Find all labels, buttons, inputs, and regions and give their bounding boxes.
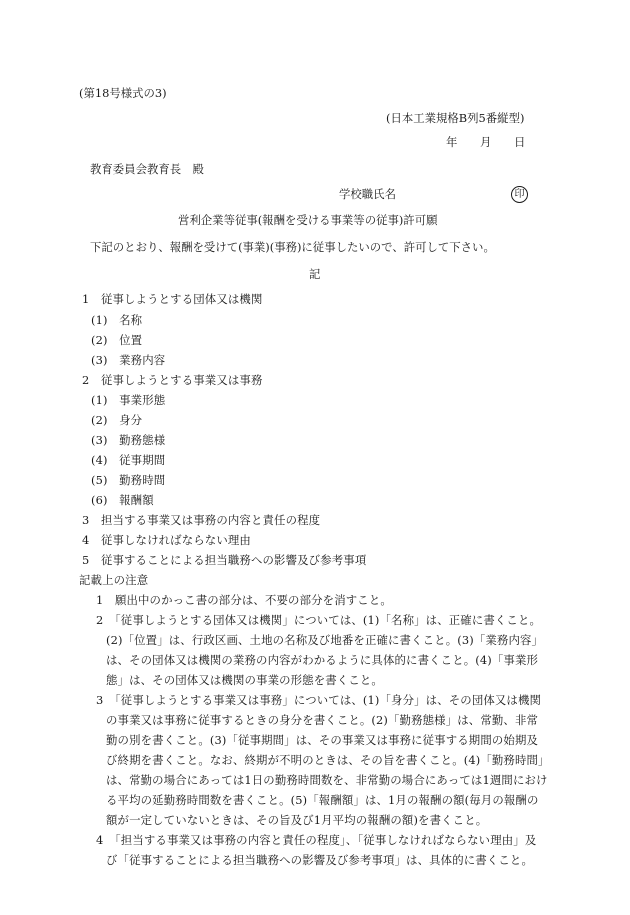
section-3: 3 担当する事業又は事務の内容と責任の程度 <box>82 513 321 527</box>
note-line: (2)「位置」は、行政区画、土地の名称及び地番を正確に書くこと。(3)「業務内容」 <box>106 633 544 647</box>
note-line: は、常勤の場合にあっては1日の勤務時間数を、非常勤の場合にあっては1週間におけ <box>106 773 548 787</box>
date-month: 月 <box>480 135 492 149</box>
section-1-2: (2) 位置 <box>91 333 143 347</box>
note-line: 4 「担当する事業又は事務の内容と責任の程度」、「従事しなければならない理由」及 <box>96 833 537 847</box>
section-2-4: (4) 従事期間 <box>91 453 166 467</box>
document-title: 営利企業等従事(報酬を受ける事業等の従事)許可願 <box>178 213 438 227</box>
section-2: 2 従事しようとする事業又は事務 <box>82 373 263 387</box>
form-number: (第18号様式の3) <box>79 86 167 100</box>
note-line: び終期を書くこと。なお、終期が不明のときは、その旨を書くこと。(4)「勤務時間」 <box>106 753 550 767</box>
section-2-3: (3) 勤務態様 <box>91 433 166 447</box>
section-5: 5 従事することによる担当職務への影響及び参考事項 <box>82 553 367 567</box>
applicant-label: 学校職氏名 <box>339 187 396 201</box>
section-2-1: (1) 事業形態 <box>91 393 166 407</box>
section-2-5: (5) 勤務時間 <box>91 473 166 487</box>
section-1-3: (3) 業務内容 <box>91 353 166 367</box>
date-day: 日 <box>514 135 526 149</box>
note-line: び「従事することによる担当職務への影響及び参考事項」は、具体的に書くこと。 <box>106 853 534 867</box>
note-line: の事業又は事務に従事するときの身分を書くこと。(2)「勤務態様」は、常勤、非常 <box>106 713 539 727</box>
note-line: 勤の別を書くこと。(3)「従事期間」は、その事業又は事務に従事する期間の始期及 <box>106 733 539 747</box>
note-line: 3 「従事しようとする事業又は事務」については、(1)「身分」は、その団体又は機関 <box>96 693 542 707</box>
note-line: 2 「従事しようとする団体又は機関」については、(1)「名称」は、正確に書くこと。 <box>96 613 542 627</box>
note-line: 額が一定していないときは、その旨及び1月平均の報酬の額)を書くこと。 <box>106 813 488 827</box>
note-line: は、その団体又は機関の業務の内容がわかるように具体的に書くこと。(4)「事業形 <box>106 653 539 667</box>
date-year: 年 <box>446 135 458 149</box>
note-line: 態」は、その団体又は機関の事業の形態を書くこと。 <box>106 673 383 687</box>
paper-size: (日本工業規格B列5番縦型) <box>386 111 525 125</box>
section-1: 1 従事しようとする団体又は機関 <box>82 292 263 306</box>
ki-heading: 記 <box>309 267 321 281</box>
section-2-6: (6) 報酬額 <box>91 493 154 507</box>
notes-heading: 記載上の注意 <box>79 573 149 587</box>
seal-icon: 印 <box>511 186 528 203</box>
intro-text: 下記のとおり、報酬を受けて(事業)(事務)に従事したいので、許可して下さい。 <box>90 240 495 254</box>
section-1-1: (1) 名称 <box>91 313 143 327</box>
note-line: 1 願出中のかっこ書の部分は、不要の部分を消すこと。 <box>96 593 392 607</box>
section-4: 4 従事しなければならない理由 <box>82 533 251 547</box>
section-2-2: (2) 身分 <box>91 413 143 427</box>
addressee: 教育委員会教育長 殿 <box>90 162 204 176</box>
note-line: る平均の延勤務時間数を書くこと。(5)「報酬額」は、1月の報酬の額(毎月の報酬の <box>106 793 539 807</box>
